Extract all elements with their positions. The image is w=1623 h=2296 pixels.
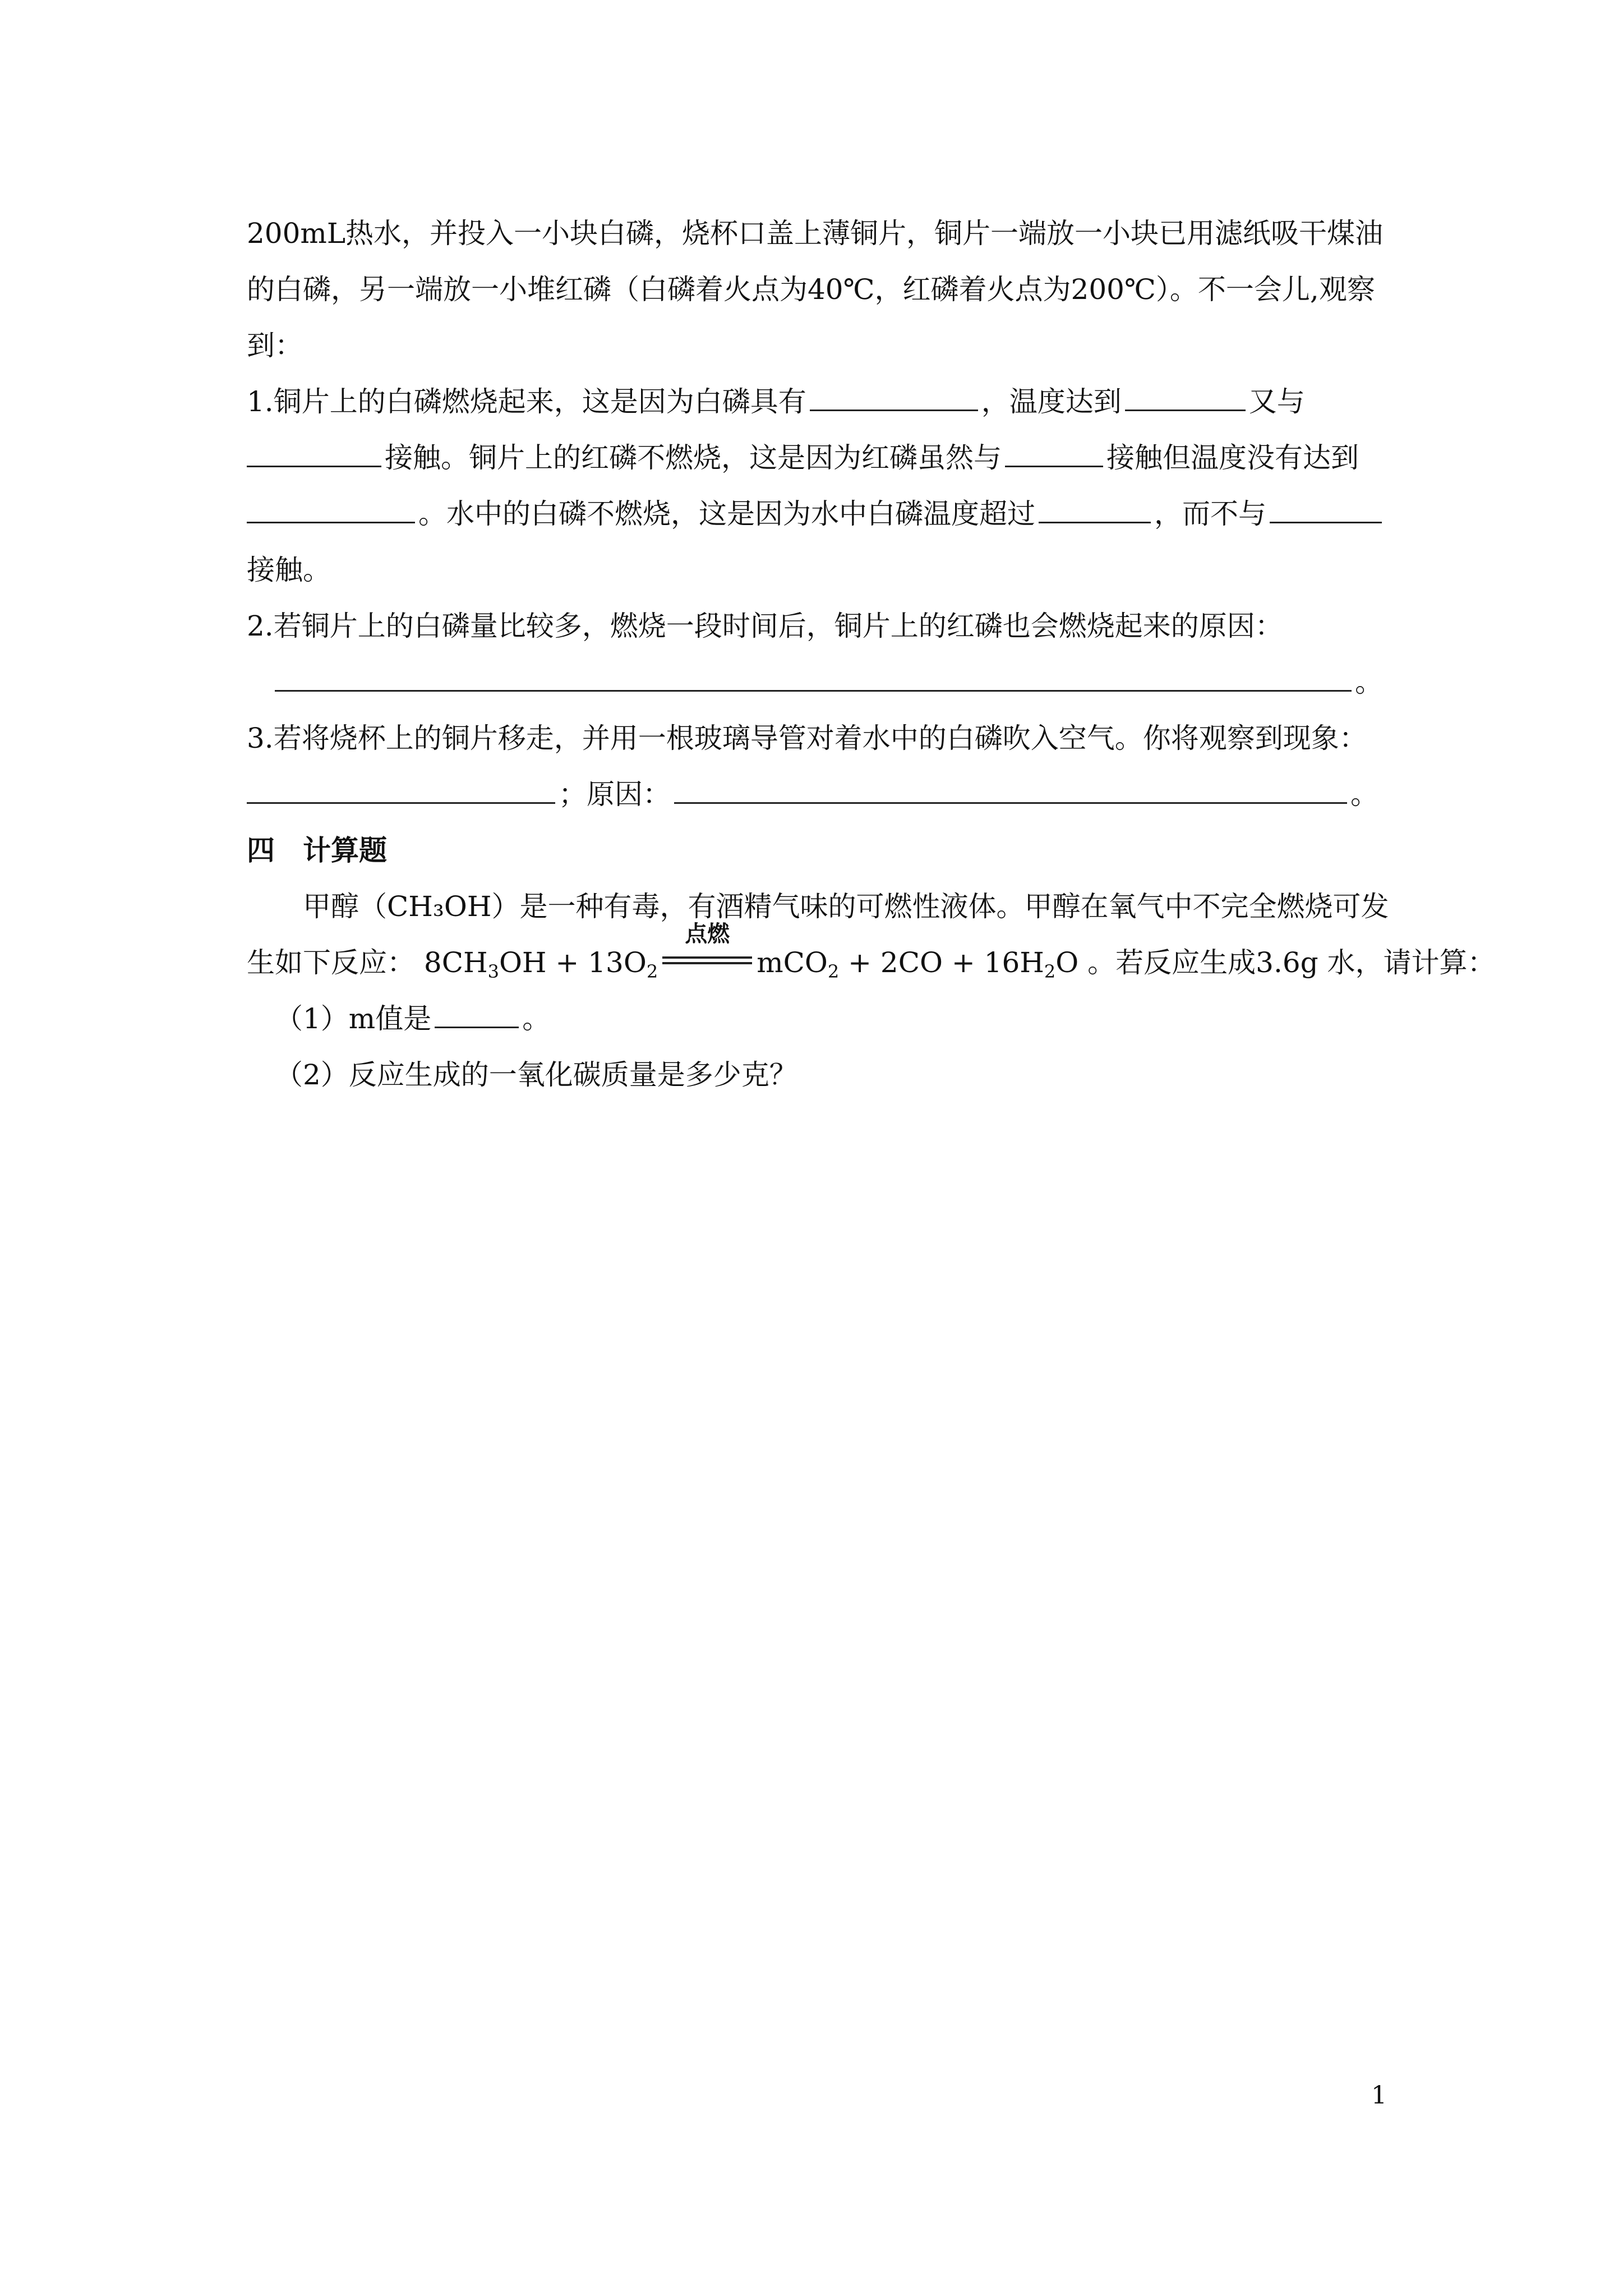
answer-blank[interactable] [1039,490,1151,523]
question-1-line-3 [247,486,1396,542]
equation-subscript: 2 [646,961,658,982]
answer-blank[interactable] [810,378,978,411]
equation-term: + 2CO + 16H [839,946,1044,979]
answer-blank[interactable] [247,771,555,804]
section-intro-line-2 [247,921,1496,991]
question-1-line-1 [247,374,1396,430]
equation-term: O [1055,946,1079,979]
question-1-line-4 [247,542,1396,598]
q1-text-h: 接触。 [247,554,331,586]
q2-text: 2.若铜片上的白磷量比较多，燃烧一段时间后，铜片上的红磷也会燃烧起来的原因： [247,610,1283,642]
answer-blank[interactable] [1270,490,1382,523]
section-intro-line-1 [247,878,1396,935]
section-heading [247,822,1396,878]
chemical-equation [423,921,1087,982]
q3-text: 3.若将烧杯上的铜片移走，并用一根玻璃导管对着水中的白磷吹入空气。你将观察到现象： [247,722,1367,754]
answer-blank[interactable] [1005,434,1103,467]
q1-text-f: 。水中的白磷不燃烧，这是因为水中白磷温度超过 [418,498,1035,530]
q3-end: 。 [1350,778,1378,811]
intro-text-3: 到： [247,329,303,362]
question-3-line-1 [247,710,1396,766]
sub-question-1-suffix: 。 [522,1002,551,1035]
section-heading-text: 四 计算题 [247,834,387,867]
intro-line-2 [247,261,1396,318]
q1-text-a: 1.铜片上的白磷燃烧起来，这是因为白磷具有 [247,385,806,418]
answer-blank[interactable] [275,659,1352,692]
equation-term: mCO [757,946,828,979]
sub-question-2-text: （2）反应生成的一氧化碳质量是多少克？ [275,1059,797,1091]
q3-mid: ；原因： [559,778,671,811]
answer-blank[interactable] [247,490,415,523]
reaction-condition-arrow [662,921,752,973]
answer-blank[interactable] [1125,378,1246,411]
intro-text-1: 200mL热水，并投入一小块白磷，烧杯口盖上薄铜片，铜片一端放一小块已用滤纸吸干煤油 [247,217,1384,250]
question-2-line-2 [247,654,1396,710]
q1-text-c: 又与 [1248,385,1305,418]
q1-text-b: ，温度达到 [981,385,1122,418]
section-intro-suffix: 。若反应生成3.6g 水，请计算： [1087,946,1496,979]
intro-line-1 [247,205,1396,261]
intro-line-3 [247,318,1396,374]
equation-subscript: 2 [1044,961,1056,982]
section-intro-prefix: 生如下反应： [247,946,415,979]
document-body [247,205,1496,1103]
q1-text-d: 接触。铜片上的红磷不燃烧，这是因为红磷虽然与 [385,441,1002,474]
sub-question-2 [247,1047,1396,1103]
equation-subscript: 3 [487,961,499,982]
sub-question-1-prefix: （1）m值是 [275,1002,432,1035]
equation-term: OH + 13O [499,946,647,979]
intro-text-2: 的白磷，另一端放一小堆红磷（白磷着火点为40℃，红磷着火点为200℃）。不一会儿,观察 [247,273,1375,306]
question-2-line-1 [247,598,1396,654]
question-1-line-2 [247,430,1396,486]
sub-question-1 [247,991,1396,1047]
answer-blank[interactable] [674,771,1347,804]
question-3-line-2 [247,766,1396,822]
page-number: 1 [1371,2081,1387,2110]
equals-bar-bottom [662,962,752,964]
answer-blank[interactable] [247,434,381,467]
equals-bar-top [662,956,752,959]
q1-text-e: 接触但温度没有达到 [1106,441,1359,474]
equation-subscript: 2 [827,961,840,982]
section-intro-text-1: 甲醇（CH₃OH）是一种有毒，有酒精气味的可燃性液体。甲醇在氧气中不完全燃烧可发 [303,890,1389,923]
q2-end: 。 [1355,666,1383,698]
reaction-condition: 点燃 [685,921,730,947]
equation-term: 8CH [423,946,488,979]
answer-blank[interactable] [435,995,519,1028]
q1-text-g: ，而不与 [1154,498,1266,530]
